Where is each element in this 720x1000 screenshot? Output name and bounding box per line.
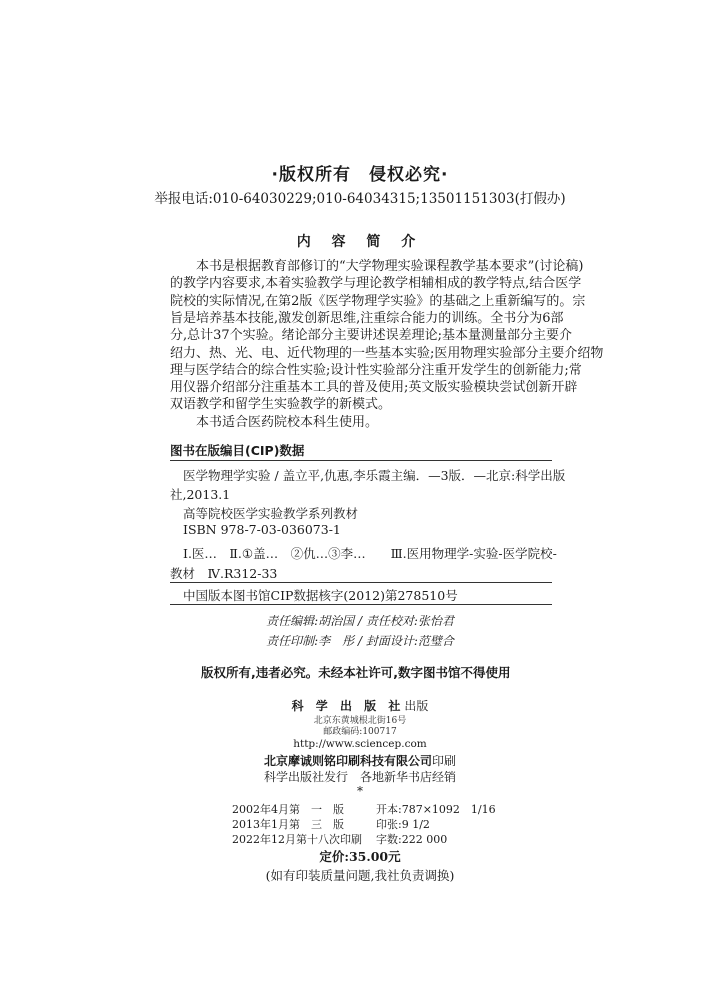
report-phone: 举报电话:010-64030229;010-64034315;13501151303(打假办) [154, 191, 566, 207]
publisher-name-suffix: 出版 [404, 699, 429, 713]
publisher-name [0, 697, 720, 714]
edition-left: 2013年1月第 三 版 [232, 818, 344, 831]
cip-classification: 教材 Ⅳ.R312-33 [170, 566, 278, 581]
publisher-name-text: 科 学 出 版 社 [291, 699, 405, 713]
distribution: 科学出版社发行 各地新华书店经销 [263, 770, 456, 784]
edition-right: 字数:222 000 [376, 833, 448, 846]
edition-left: 2002年4月第 一 版 [232, 803, 344, 816]
publisher-address: 北京东黄城根北街16号 [313, 716, 407, 726]
summary-line: 分,总计37个实验。绪论部分主要讲述误差理论;基本量测量部分主要介 [170, 328, 573, 344]
cip-line: ISBN 978-7-03-036073-1 [183, 522, 341, 537]
summary-line: 用仪器介绍部分注重基本工具的普及使用;英文版实验模块尝试创新开辟 [170, 380, 578, 396]
cip-line: 高等院校医学实验教学系列教材 [183, 506, 359, 521]
summary-line: 旨是培养基本技能,激发创新思维,注重综合能力的训练。全书分为6部 [170, 310, 564, 326]
cip-record: 中国版本图书馆CIP数据核字(2012)第278510号 [183, 588, 458, 603]
printer-suffix: 印刷 [432, 754, 457, 768]
edition-right: 印张:9 1/2 [376, 818, 430, 831]
cip-line: 医学物理学实验 / 盖立平,仇惠,李乐霞主编．—3版．—北京:科学出版 [183, 468, 566, 483]
publisher-postcode: 邮政编码:100717 [323, 727, 397, 737]
cip-heading: 图书在版编目(CIP)数据 [170, 443, 305, 458]
edition-right: 开本:787×1092 1/16 [376, 803, 496, 816]
publisher-url: http://www.sciencep.com [293, 738, 427, 750]
summary-line: 双语教学和留学生实验教学的新模式。 [170, 397, 392, 413]
summary-line: 理与医学结合的综合性实验;设计性实验部分注重开发学生的创新能力;常 [170, 362, 582, 378]
summary-line: 的教学内容要求,本着实验教学与理论教学相辅相成的教学特点,结合医学 [170, 276, 582, 292]
copyright-header: ·版权所有 侵权必究· [271, 165, 449, 185]
cip-bottom-rule [170, 604, 552, 605]
summary-title: 内 容 简 介 [296, 234, 424, 250]
summary-line: 院校的实际情况,在第2版《医学物理学实验》的基础之上重新编写的。宗 [170, 293, 586, 309]
staff-line-editors: 责任编辑:胡治国 / 责任校对:张怡君 [266, 614, 454, 628]
summary-line: 绍力、热、光、电、近代物理的一些基本实验;医用物理实验部分主要介绍物 [170, 345, 604, 361]
cip-mid-rule [170, 582, 552, 583]
copyright-notice: 版权所有,违者必究。未经本社许可,数字图书馆不得使用 [201, 665, 511, 680]
staff-line-production: 责任印制:李 彤 / 封面设计:范璧合 [266, 634, 454, 648]
cip-classification: Ⅰ.医… Ⅱ.①盖… ②仇…③李… Ⅲ.医用物理学-实验-医学院校- [183, 546, 557, 561]
summary-line: 本书是根据教育部修订的“大学物理实验课程教学基本要求”(讨论稿) [170, 259, 584, 274]
quality-note: (如有印装质量问题,我社负责调换) [265, 868, 455, 883]
printer-name: 北京摩诚则铭印刷科技有限公司 [263, 754, 432, 768]
printer [0, 752, 720, 769]
cip-top-rule [170, 460, 552, 461]
cip-line: 社,2013.1 [170, 487, 231, 502]
separator-asterisk: * [357, 784, 363, 798]
edition-left: 2022年12月第十八次印刷 [232, 833, 362, 846]
price: 定价:35.00元 [319, 849, 401, 864]
summary-line: 本书适合医药院校本科生使用。 [170, 414, 379, 430]
